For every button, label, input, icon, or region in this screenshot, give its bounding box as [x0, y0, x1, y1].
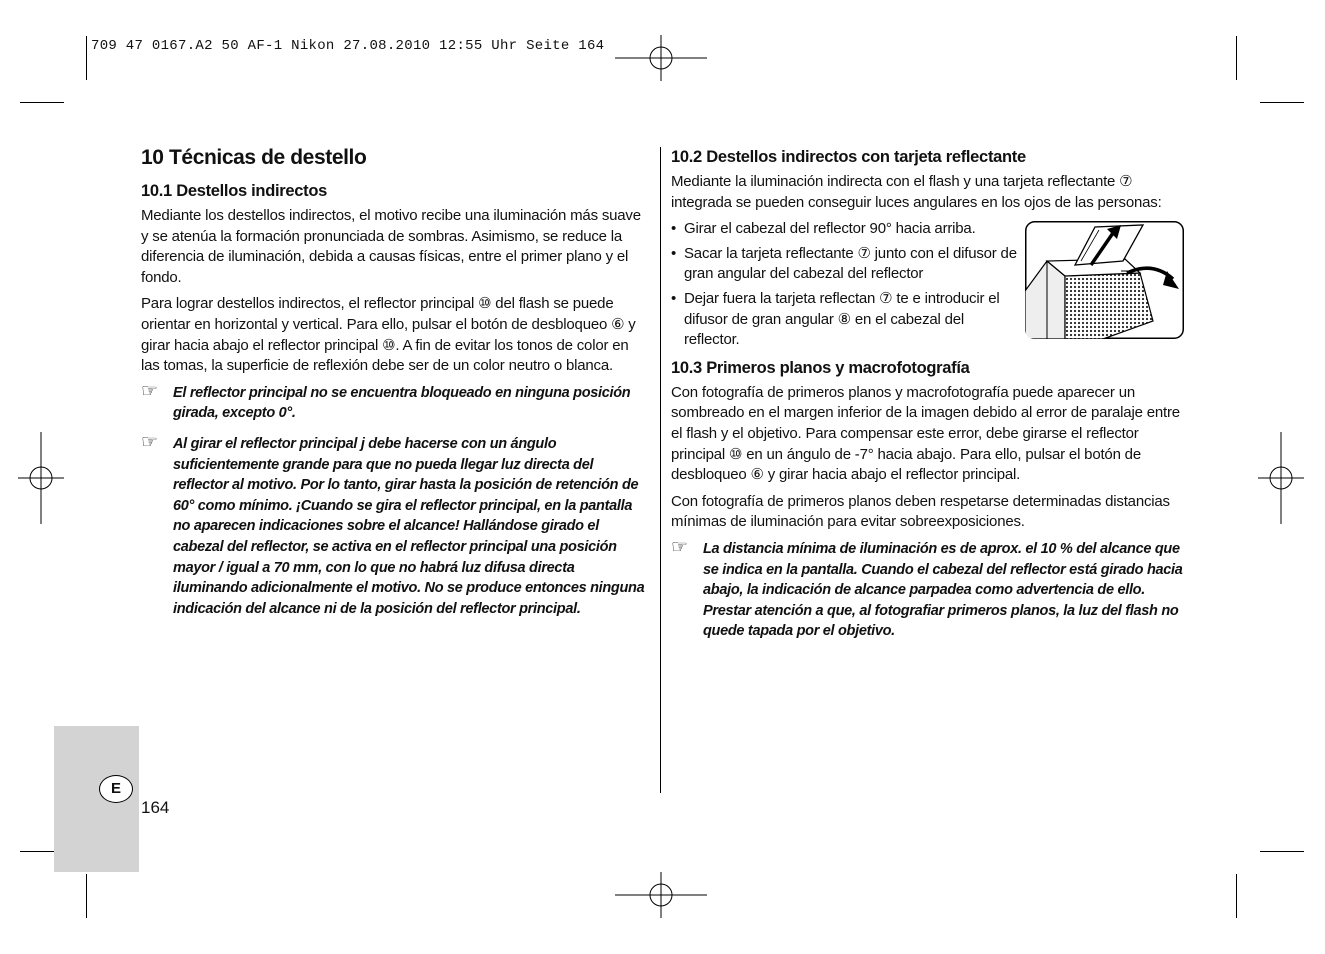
print-header: 709 47 0167.A2 50 AF-1 Nikon 27.08.2010 12:55 Uhr Seite 164 — [91, 38, 605, 54]
crop-mark — [1260, 102, 1304, 103]
note-text: El reflector principal no se encuentra bloqueado en ninguna posición girada, excepto 0°. — [173, 384, 631, 422]
registration-mark-left — [18, 432, 64, 524]
language-badge: E — [99, 775, 133, 803]
list-item: • Sacar la tarjeta reflectante ⑦ junto con el difusor de gran angular del cabezal del reflector — [671, 244, 1024, 285]
paragraph: Mediante la iluminación indirecta con el flash y una tarjeta reflectante ⑦ integrada se pueden conseguir luces angulares en los ojos de las personas: — [671, 173, 1162, 211]
note — [671, 536, 1183, 642]
registration-mark-bottom — [615, 872, 707, 918]
note — [141, 431, 651, 619]
paragraph: Con fotografía de primeros planos y macrofotografía puede aparecer un sombreado en el margen inferior de la imagen debido al error de paralaje entre el flash y el objetivo. Para compensar este error, debe girarse el reflector principal ⑩ en un ángulo de -7° hacia abajo. Para ello, pulsar el botón de desbloqueo ⑥ y girar hacia abajo el reflector principal. — [671, 383, 1180, 484]
crop-mark — [86, 36, 87, 80]
crop-mark — [1236, 36, 1237, 80]
flash-reflector-card-illustration — [1025, 221, 1184, 339]
note-text: Al girar el reflector principal j debe hacerse con un ángulo suficientemente grande para que no pueda llegar luz directa del reflector al motivo. Por lo tanto, girar hasta la posición de retención de 60° como mínimo. ¡Cuando se gira el reflector principal, en la pantalla no aparecen indicaciones sobre el alcance! Hallándose girado el cabezal del reflector, se activa en el reflector principal una posición mayor / igual a 70 mm, con lo que no habrá luz difusa directa iluminando adicionalmente el motivo. No se produce entonces ninguna indicación del alcance ni de la posición del reflector principal. — [173, 435, 645, 617]
paragraph: Mediante los destellos indirectos, el motivo recibe una iluminación más suave y se atenúa la formación pronunciada de sombras. Asimismo, se reduce la diferencia de iluminación, debida a causas físicas, entre el primer plano y el fondo. — [141, 207, 641, 286]
paragraph: Para lograr destellos indirectos, el reflector principal ⑩ del flash se puede orientar en horizontal y vertical. Para ello, pulsar el botón de desbloqueo ⑥ y girar hacia abajo el reflector principal ⑩. A fin de evitar los tonos de color en las tomas, la superficie de reflexión debe ser de un color neutro o blanca. — [141, 295, 636, 375]
crop-mark — [86, 874, 87, 918]
note — [141, 380, 651, 424]
registration-mark-right — [1258, 432, 1304, 524]
pointing-hand-icon: ☞ — [141, 380, 158, 402]
left-column — [141, 146, 651, 627]
list-item: • Dejar fuera la tarjeta reflectan ⑦ te e introducir el difusor de gran angular ⑧ en el cabezal del reflector. — [671, 289, 1014, 351]
column-divider — [660, 147, 661, 793]
crop-mark — [1236, 874, 1237, 918]
registration-mark-top — [615, 35, 707, 81]
paragraph: Con fotografía de primeros planos deben respetarse determinadas distancias mínimas de iluminación para evitar sobreexposiciones. — [671, 492, 1170, 531]
pointing-hand-icon: ☞ — [141, 431, 158, 453]
crop-mark — [1260, 851, 1304, 852]
page-number: 164 — [141, 798, 170, 817]
section-title: 10 Técnicas de destello — [141, 146, 367, 169]
subsection-title: 10.3 Primeros planos y macrofotografía — [671, 358, 970, 377]
pointing-hand-icon: ☞ — [671, 536, 688, 558]
list-item: • Girar el cabezal del reflector 90° hacia arriba. — [671, 219, 1183, 240]
subsection-title: 10.1 Destellos indirectos — [141, 182, 327, 200]
subsection-title: 10.2 Destellos indirectos con tarjeta reflectante — [671, 148, 1026, 166]
crop-mark — [20, 102, 64, 103]
note-text: La distancia mínima de iluminación es de aprox. el 10 % del alcance que se indica en la pantalla. Cuando el cabezal del reflector está girado hacia abajo, la indicación de alcance parpadea como advertencia de ello. Prestar atención a que, al fotografiar primeros planos, la luz del flash no quede tapada por el objetivo. — [703, 540, 1183, 640]
